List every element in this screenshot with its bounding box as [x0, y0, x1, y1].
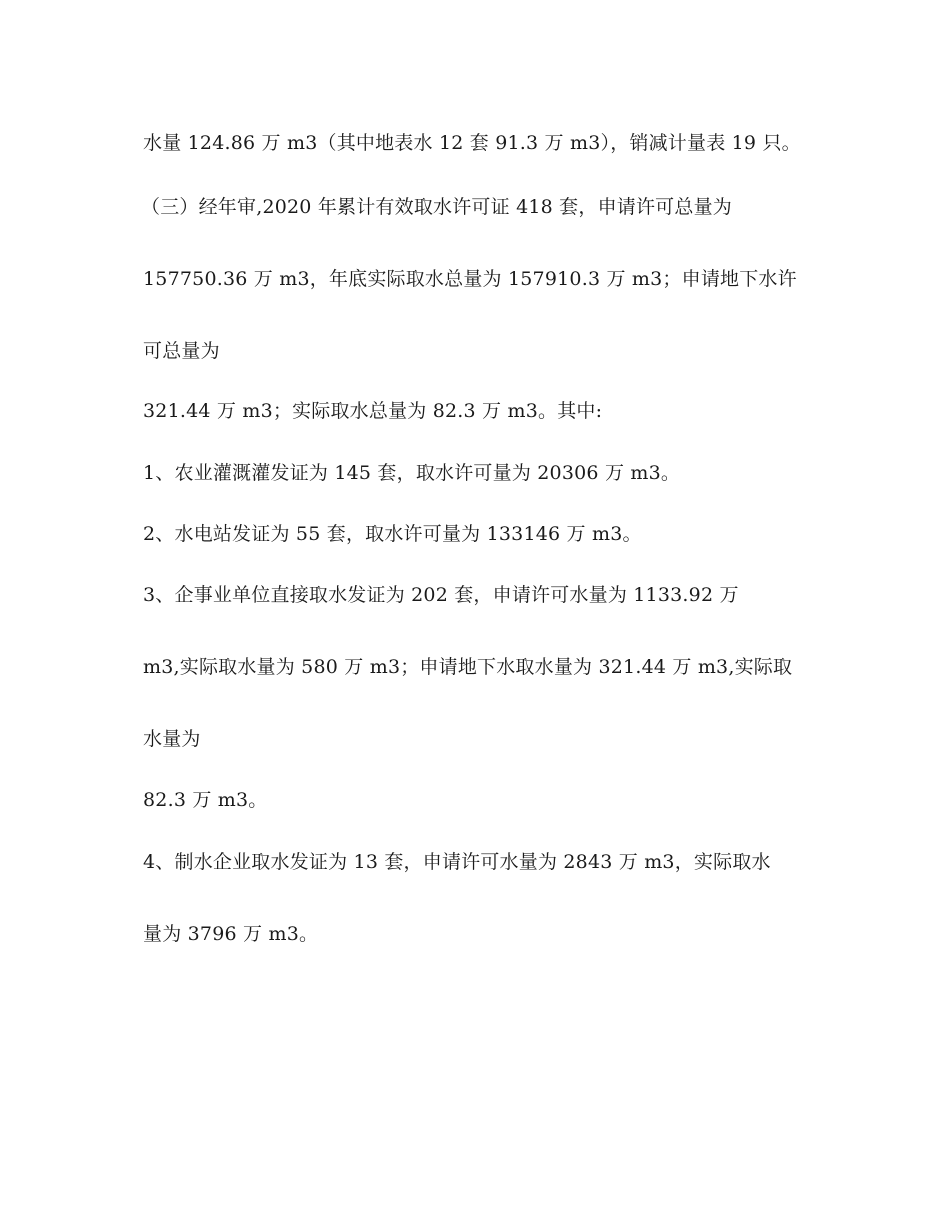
list-item-continuation: 水量为: [143, 728, 201, 750]
list-item-continuation: 82.3 万 m3。: [143, 789, 268, 811]
list-item-continuation: 量为 3796 万 m3。: [143, 923, 319, 945]
list-item: 1、农业灌溉灌发证为 145 套，取水许可量为 20306 万 m3。: [143, 462, 681, 484]
text-line: 可总量为: [143, 340, 220, 362]
text-line: 157750.36 万 m3，年底实际取水总量为 157910.3 万 m3；申请地下水许: [143, 268, 797, 290]
list-item-continuation: m3,实际取水量为 580 万 m3；申请地下水取水量为 321.44 万 m3,实际取: [143, 656, 793, 678]
section-heading-line: （三）经年审,2020 年累计有效取水许可证 418 套，申请许可总量为: [141, 196, 732, 218]
list-item: 4、制水企业取水发证为 13 套，申请许可水量为 2843 万 m3，实际取水: [143, 851, 771, 873]
list-item: 2、水电站发证为 55 套，取水许可量为 133146 万 m3。: [143, 523, 642, 545]
list-item: 3、企事业单位直接取水发证为 202 套，申请许可水量为 1133.92 万: [143, 584, 739, 606]
text-line: 水量 124.86 万 m3（其中地表水 12 套 91.3 万 m3），销减计量表 19 只。: [143, 132, 801, 154]
text-line: 321.44 万 m3；实际取水总量为 82.3 万 m3。其中:: [143, 400, 603, 422]
